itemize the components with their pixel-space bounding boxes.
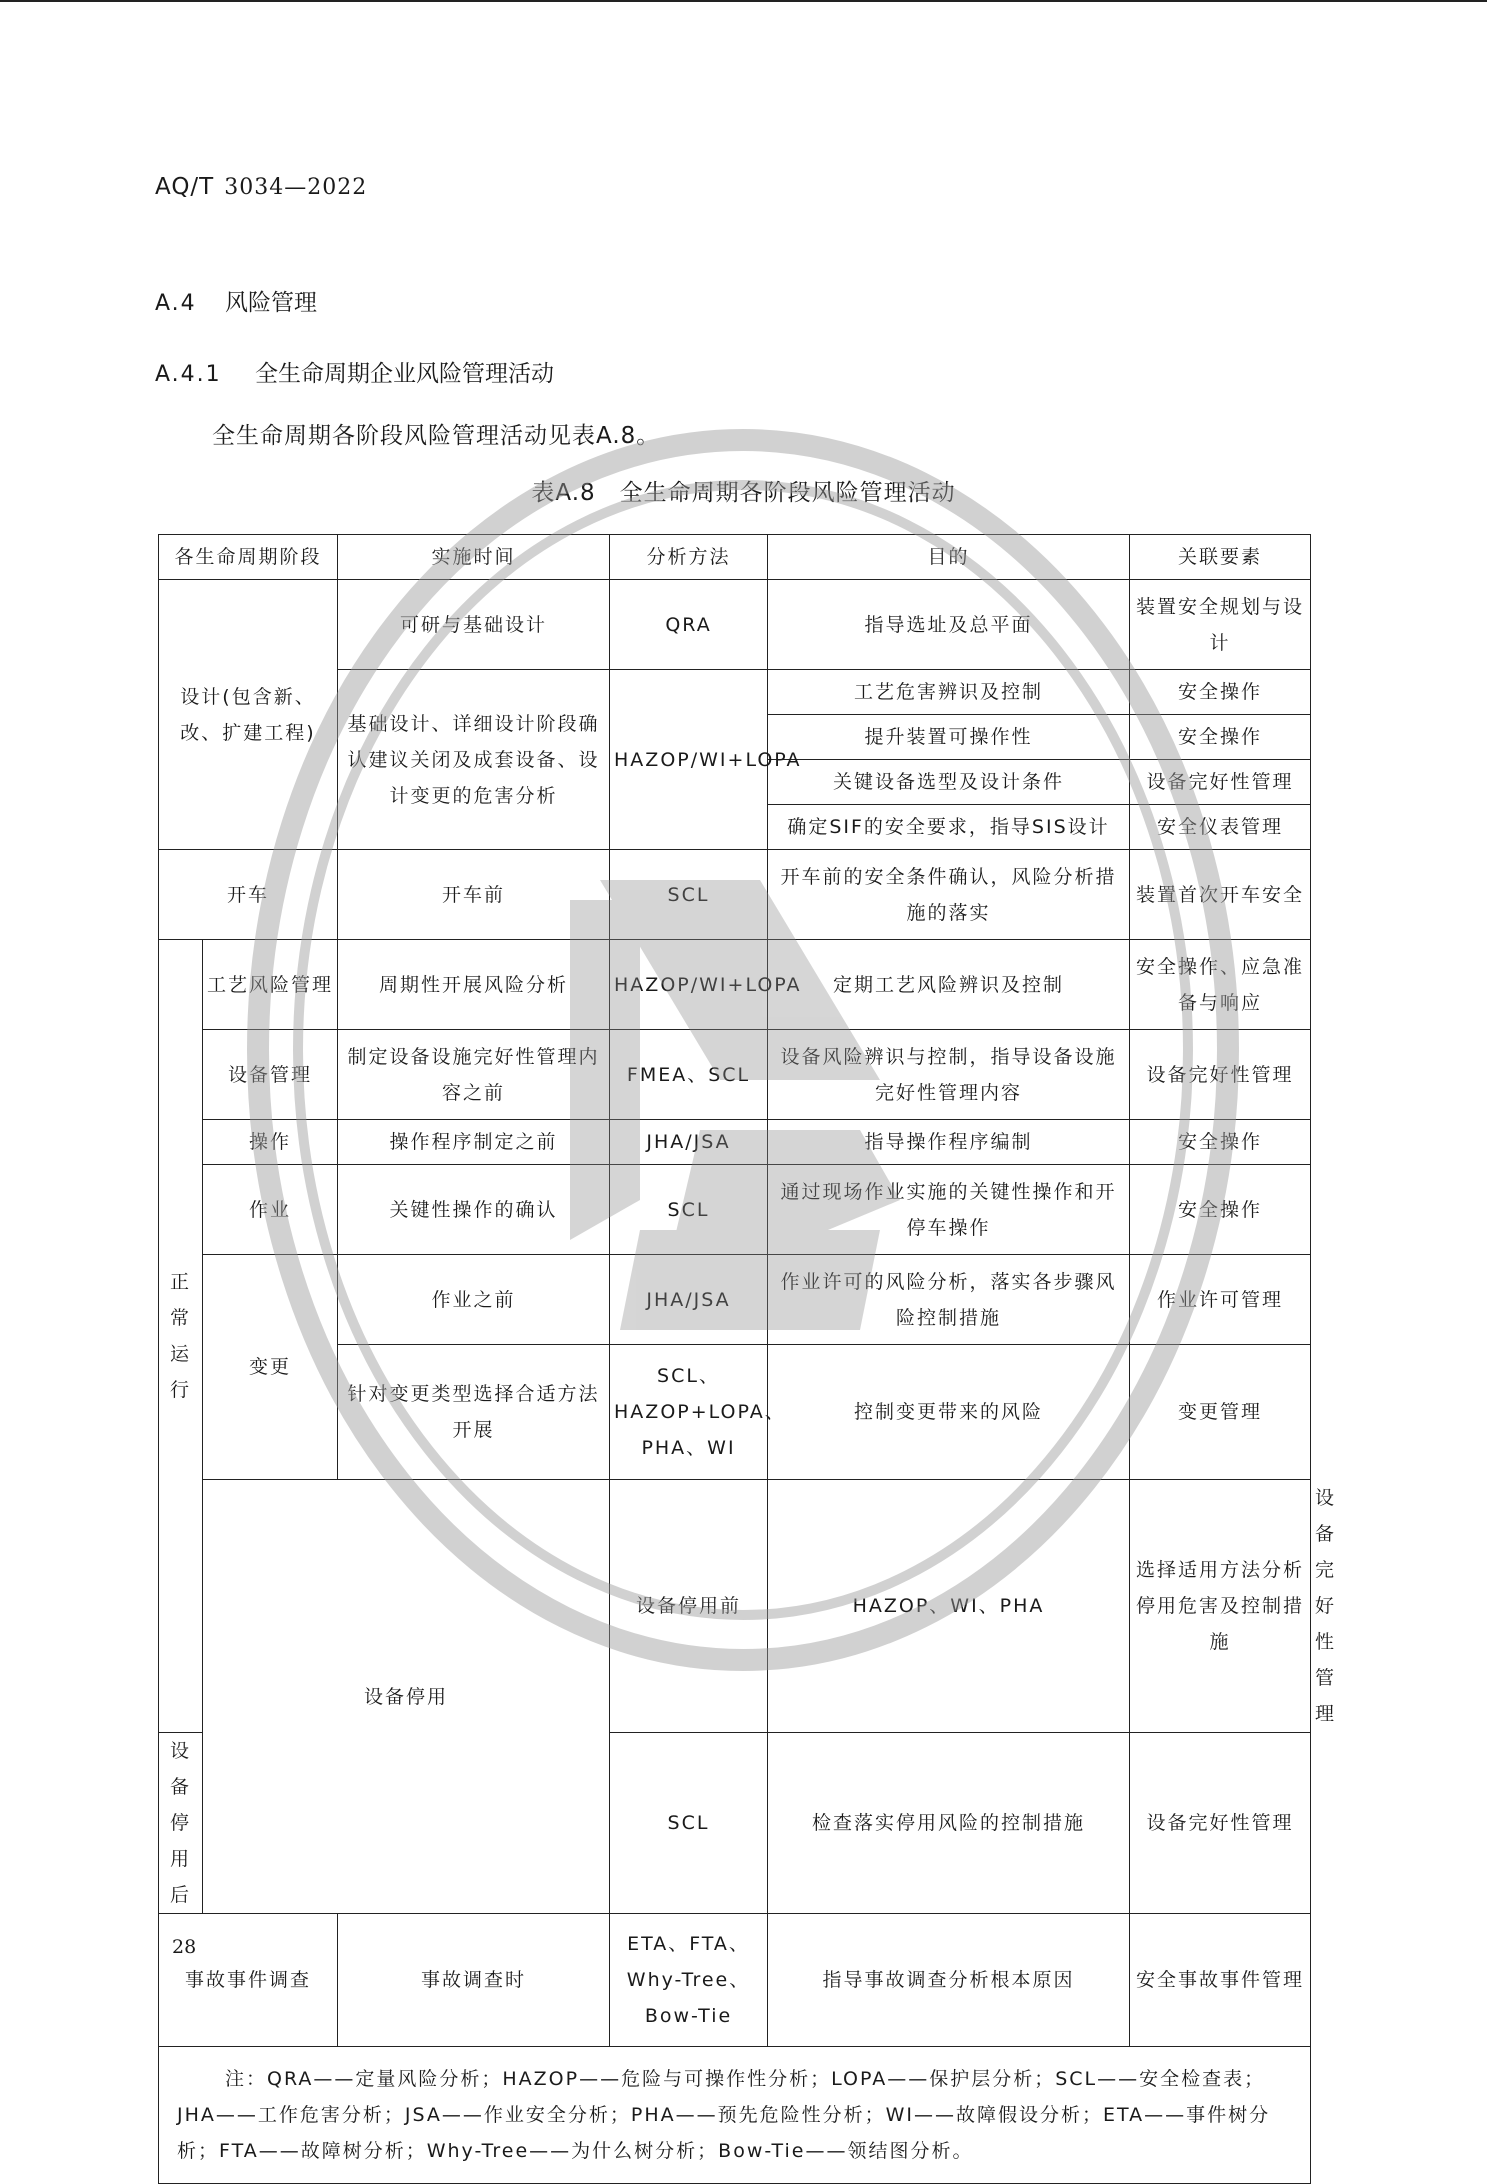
element-cell: 作业许可管理 <box>1130 1255 1311 1345</box>
method-cell: SCL <box>610 1165 768 1255</box>
time-cell: 周期性开展风险分析 <box>338 940 610 1030</box>
time-cell: 制定设备设施完好性管理内容之前 <box>338 1030 610 1120</box>
body-paragraph: 全生命周期各阶段风险管理活动见表A.8。 <box>212 423 661 449</box>
stage-cell: 设计(包含新、改、扩建工程) <box>159 580 338 850</box>
method-cell: SCL <box>610 1733 768 1914</box>
purpose-cell: 开车前的安全条件确认，风险分析措施的落实 <box>768 850 1130 940</box>
purpose-cell: 工艺危害辨识及控制 <box>768 670 1130 715</box>
element-cell: 安全操作 <box>1130 670 1311 715</box>
purpose-cell: 关键设备选型及设计条件 <box>768 760 1130 805</box>
table-row <box>159 940 1311 1030</box>
time-cell: 开车前 <box>338 850 610 940</box>
column-header: 关联要素 <box>1130 535 1311 580</box>
table-row <box>159 850 1311 940</box>
column-header: 各生命周期阶段 <box>159 535 338 580</box>
element-cell: 装置安全规划与设计 <box>1130 580 1311 670</box>
column-header: 目的 <box>768 535 1130 580</box>
element-cell: 设备完好性管理 <box>1130 760 1311 805</box>
section-heading-a41 <box>155 355 554 388</box>
time-cell: 设备停用前 <box>610 1480 768 1733</box>
table-caption: 表A.8 全生命周期各阶段风险管理活动 <box>531 480 956 506</box>
table-row <box>159 1255 1311 1345</box>
element-cell: 变更管理 <box>1130 1345 1311 1480</box>
time-cell: 针对变更类型选择合适方法开展 <box>338 1345 610 1480</box>
section-heading-a4 <box>155 284 317 317</box>
purpose-cell: 确定SIF的安全要求，指导SIS设计 <box>768 805 1130 850</box>
element-cell: 安全事故事件管理 <box>1130 1914 1311 2047</box>
substage-cell: 变更 <box>203 1255 338 1480</box>
element-cell: 安全操作 <box>1130 1165 1311 1255</box>
time-cell: 作业之前 <box>338 1255 610 1345</box>
table-row <box>159 1914 1311 2047</box>
purpose-cell: 设备风险辨识与控制，指导设备设施完好性管理内容 <box>768 1030 1130 1120</box>
purpose-cell: 指导操作程序编制 <box>768 1120 1130 1165</box>
method-cell: HAZOP/WI+LOPA <box>610 670 768 850</box>
element-cell: 安全操作 <box>1130 1120 1311 1165</box>
time-cell: 操作程序制定之前 <box>338 1120 610 1165</box>
purpose-cell: 通过现场作业实施的关键性操作和开停车操作 <box>768 1165 1130 1255</box>
purpose-cell: 定期工艺风险辨识及控制 <box>768 940 1130 1030</box>
table-row <box>159 1165 1311 1255</box>
table-row <box>159 1120 1311 1165</box>
stage-cell: 设备停用 <box>203 1480 610 1914</box>
method-cell: QRA <box>610 580 768 670</box>
table-header-row <box>159 535 1311 580</box>
stage-cell <box>159 940 203 1733</box>
time-cell: 可研与基础设计 <box>338 580 610 670</box>
stage-cell: 开车 <box>159 850 338 940</box>
column-header: 实施时间 <box>338 535 610 580</box>
table-row <box>159 1030 1311 1120</box>
method-cell: HAZOP、WI、PHA <box>768 1480 1130 1733</box>
section-number: A.4 <box>155 291 197 316</box>
section-title: 全生命周期企业风险管理活动 <box>255 361 554 387</box>
substage-cell: 工艺风险管理 <box>203 940 338 1030</box>
method-cell: HAZOP/WI+LOPA <box>610 940 768 1030</box>
time-cell: 事故调查时 <box>338 1914 610 2047</box>
method-cell: JHA/JSA <box>610 1255 768 1345</box>
element-cell: 设备完好性管理 <box>1130 1733 1311 1914</box>
element-cell: 安全操作 <box>1130 715 1311 760</box>
substage-cell: 操作 <box>203 1120 338 1165</box>
page-number: 28 <box>172 1936 197 1958</box>
purpose-cell: 选择适用方法分析停用危害及控制措施 <box>1130 1480 1311 1733</box>
time-cell: 基础设计、详细设计阶段确认建议关闭及成套设备、设计变更的危害分析 <box>338 670 610 850</box>
column-header: 分析方法 <box>610 535 768 580</box>
section-number: A.4.1 <box>155 362 222 387</box>
purpose-cell: 提升装置可操作性 <box>768 715 1130 760</box>
purpose-cell: 指导选址及总平面 <box>768 580 1130 670</box>
section-title: 风险管理 <box>225 290 317 316</box>
method-cell: SCL <box>610 850 768 940</box>
substage-cell: 作业 <box>203 1165 338 1255</box>
table-row <box>159 580 1311 670</box>
time-cell: 设备停用后 <box>159 1733 203 1914</box>
purpose-cell: 检查落实停用风险的控制措施 <box>768 1733 1130 1914</box>
purpose-cell: 控制变更带来的风险 <box>768 1345 1130 1480</box>
time-cell: 关键性操作的确认 <box>338 1165 610 1255</box>
document-code <box>155 174 367 200</box>
element-cell: 装置首次开车安全 <box>1130 850 1311 940</box>
element-cell: 安全仪表管理 <box>1130 805 1311 850</box>
stage-vertical-label: 正常运行 <box>169 1271 191 1401</box>
purpose-cell: 作业许可的风险分析，落实各步骤风险控制措施 <box>768 1255 1130 1345</box>
purpose-cell: 指导事故调查分析根本原因 <box>768 1914 1130 2047</box>
element-cell: 设备完好性管理 <box>1130 1030 1311 1120</box>
table-row: 设备停用 设备停用前 HAZOP、WI、PHA 选择适用方法分析停用危害及控制措施 设备完好性管理 <box>159 1480 1311 1733</box>
standard-number: 3034—2022 <box>224 175 368 200</box>
method-cell: JHA/JSA <box>610 1120 768 1165</box>
stage-cell: 事故事件调查 <box>159 1914 338 2047</box>
table-note-text: 注：QRA——定量风险分析；HAZOP——危险与可操作性分析；LOPA——保护层分析；SCL——安全检查表；JHA——工作危害分析；JSA——作业安全分析；PHA——预先危险性分析；WI——故障假设分析；ETA——事件树分析；FTA——故障树分析；Why-Tree——为什么树分析；Bow-Tie——领结图分析。 <box>177 2068 1271 2162</box>
risk-management-table <box>158 534 1337 2184</box>
method-cell: SCL、HAZOP+LOPA、PHA、WI <box>610 1345 768 1480</box>
table-note <box>159 2047 1311 2184</box>
table-note-row <box>159 2047 1311 2184</box>
page-top-rule <box>0 0 1487 2</box>
standard-prefix: AQ/T <box>155 174 215 200</box>
method-cell: ETA、FTA、Why-Tree、Bow-Tie <box>610 1914 768 2047</box>
method-cell: FMEA、SCL <box>610 1030 768 1120</box>
element-cell: 安全操作、应急准备与响应 <box>1130 940 1311 1030</box>
substage-cell: 设备管理 <box>203 1030 338 1120</box>
